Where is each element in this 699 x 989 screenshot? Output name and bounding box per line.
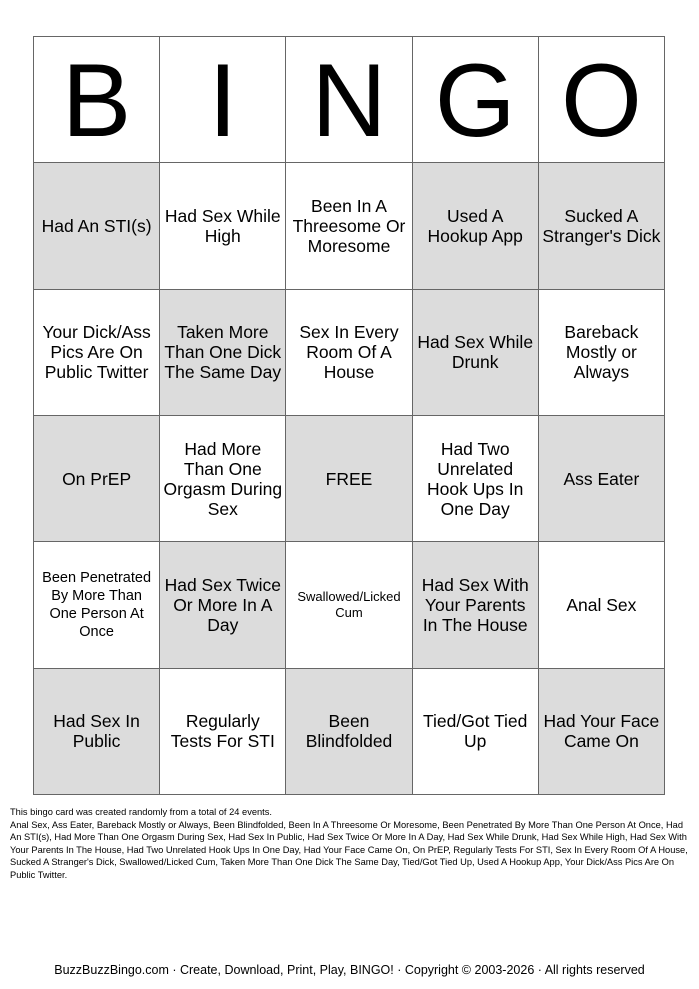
bingo-cell: Been Penetrated By More Than One Person At Once bbox=[34, 542, 160, 668]
bingo-cell: Swallowed/Licked Cum bbox=[286, 542, 412, 668]
notes-event-list: Anal Sex, Ass Eater, Bareback Mostly or Always, Been Blindfolded, Been In A Threesome Or Moresome, Been Penetrated By More Than One Person At Once, Had An STI(s), Had More Than One Orgasm During Sex, Had Sex In Public, Had Sex Twice Or More In A Day, Had Sex While Drunk, Had Sex While High, Had Sex With Your Parents In The House, Had Two Unrelated Hook Ups In One Day, Had Your Face Came On, On PrEP, Regularly Tests For STI, Sex In Every Room Of A House, Sucked A Stranger's Dick, Swallowed/Licked Cum, Taken More Than One Dick The Same Day, Tied/Got Tied Up, Used A Hookup App, Your Dick/Ass Pics Are On Public Twitter. bbox=[10, 819, 688, 880]
header-letter-n: N bbox=[286, 37, 412, 163]
bingo-cell: Had Sex While Drunk bbox=[413, 290, 539, 416]
bingo-cell: Been Blindfolded bbox=[286, 669, 412, 795]
bingo-cell: Had Your Face Came On bbox=[539, 669, 665, 795]
bingo-cell: Your Dick/Ass Pics Are On Public Twitter bbox=[34, 290, 160, 416]
bingo-cell: Had Sex With Your Parents In The House bbox=[413, 542, 539, 668]
card-notes bbox=[10, 806, 690, 881]
bingo-cell: Had Sex While High bbox=[160, 163, 286, 289]
bingo-card bbox=[33, 36, 665, 795]
bingo-cell: Regularly Tests For STI bbox=[160, 669, 286, 795]
bingo-cell: Bareback Mostly or Always bbox=[539, 290, 665, 416]
bingo-cell: Had Sex Twice Or More In A Day bbox=[160, 542, 286, 668]
bingo-cell: Ass Eater bbox=[539, 416, 665, 542]
bingo-cell: Used A Hookup App bbox=[413, 163, 539, 289]
header-letter-b: B bbox=[34, 37, 160, 163]
footer-copyright: BuzzBuzzBingo.com · Create, Download, Print, Play, BINGO! · Copyright © 2003-2026 · All rights reserved bbox=[54, 963, 645, 977]
bingo-cell: Had More Than One Orgasm During Sex bbox=[160, 416, 286, 542]
bingo-cell: Taken More Than One Dick The Same Day bbox=[160, 290, 286, 416]
bingo-cell: Anal Sex bbox=[539, 542, 665, 668]
free-space-cell: FREE bbox=[286, 416, 412, 542]
bingo-cell: Had An STI(s) bbox=[34, 163, 160, 289]
bingo-cell: Sucked A Stranger's Dick bbox=[539, 163, 665, 289]
bingo-cell: Sex In Every Room Of A House bbox=[286, 290, 412, 416]
bingo-cell: On PrEP bbox=[34, 416, 160, 542]
header-letter-g: G bbox=[413, 37, 539, 163]
header-letter-i: I bbox=[160, 37, 286, 163]
bingo-cell: Had Sex In Public bbox=[34, 669, 160, 795]
notes-intro: This bingo card was created randomly from a total of 24 events. bbox=[10, 807, 272, 817]
bingo-cell: Had Two Unrelated Hook Ups In One Day bbox=[413, 416, 539, 542]
header-letter-o: O bbox=[539, 37, 665, 163]
bingo-cell: Been In A Threesome Or Moresome bbox=[286, 163, 412, 289]
bingo-cell: Tied/Got Tied Up bbox=[413, 669, 539, 795]
